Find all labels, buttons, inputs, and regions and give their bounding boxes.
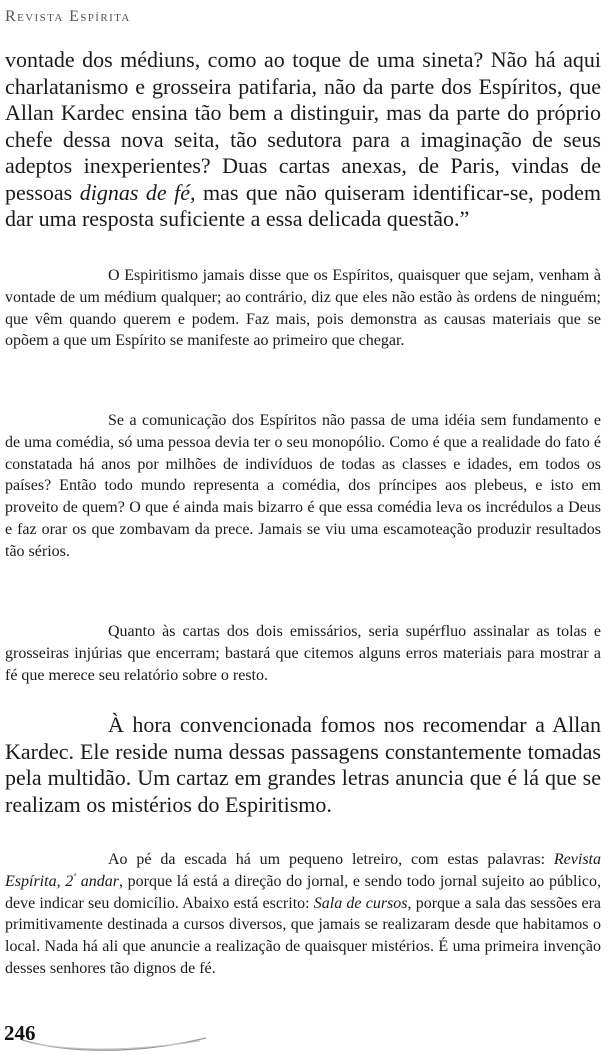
paragraph-continued-quote bbox=[5, 47, 601, 233]
text-span: , porque a sala das sessões era primitivamente destinada a cursos diversos, que jamais se realizaram desde que habitamos o local. Nada há ali que anuncie a realização de quaisquer mistérios. É uma primeira invenção desses senhores tão dignos de fé. bbox=[5, 894, 602, 977]
decorative-swoosh-icon bbox=[20, 1030, 210, 1054]
emphasis-text: Sala de cursos bbox=[313, 894, 408, 912]
emphasis-text: dignas de fé bbox=[79, 179, 190, 205]
running-header: Revista Espírita bbox=[5, 8, 131, 25]
paragraph-commentary-4 bbox=[5, 849, 601, 980]
text-span: , porque lá está a direção do jornal, e sendo todo jornal sujeito ao público, deve indicar seu domicílio. Abaixo está escrito: bbox=[5, 872, 601, 912]
text-span: , mas que não quiseram identificar-se, podem dar uma resposta suficiente a essa delicada questão.” bbox=[5, 179, 601, 231]
paragraph-commentary-3: Quanto às cartas dos dois emissários, seria supérfluo assinalar as tolas e grosseiras injúrias que encerram; bastará que citemos alguns erros materiais para mostrar a fé que merece seu relatório sobre o resto. bbox=[5, 623, 601, 684]
emphasis-text: Revista Espírita, $2^º$ andar bbox=[5, 851, 601, 890]
page-number: 246 bbox=[4, 1021, 36, 1045]
paragraph-commentary-2: Se a comunicação dos Espíritos não passa de uma idéia sem fundamento e de uma comédia, só uma pessoa devia ter o seu monopólio. Como é que a realidade do fato é constatada há anos por milhões de indivíduos de todas as classes e idades, em todos os países? Então todo mundo representa a comédia, dos príncipes aos plebeus, e isto em proveito de quem? O que é ainda mais bizarro é que essa comédia leva os incrédulos a Deus e faz orar os que zombavam da prece. Jamais se viu uma escamoteação produzir resultados tão sérios. bbox=[5, 412, 601, 560]
text-span: Ao pé da escada há um pequeno letreiro, com estas palavras: bbox=[108, 851, 554, 868]
text-span: vontade dos médiuns, como ao toque de uma sineta? Não há aqui charlatanismo e grosseira patifaria, não da parte dos Espíritos, que Allan Kardec ensina tão bem a distinguir, mas da parte do próprio chefe dessa nova seita, tão sedutora para a imaginação de seus adeptos inexperientes? Duas cartas anexas, de Paris, vindas de pessoas bbox=[5, 47, 601, 205]
paragraph-quoted-letter: À hora convencionada fomos nos recomendar a Allan Kardec. Ele reside numa dessas passagens constantemente tomadas pela multidão. Um cartaz em grandes letras anuncia que é lá que se realizam os mistérios do Espiritismo. bbox=[5, 712, 601, 817]
paragraph-commentary-1: O Espiritismo jamais disse que os Espíritos, quaisquer que sejam, venham à vontade de um médium qualquer; ao contrário, diz que eles não estão às ordens de ninguém; que vêm quando querem e podem. Faz mais, pois demonstra as causas materiais que se opõem a que um Espírito se manifeste ao primeiro que chegar. bbox=[5, 267, 601, 350]
